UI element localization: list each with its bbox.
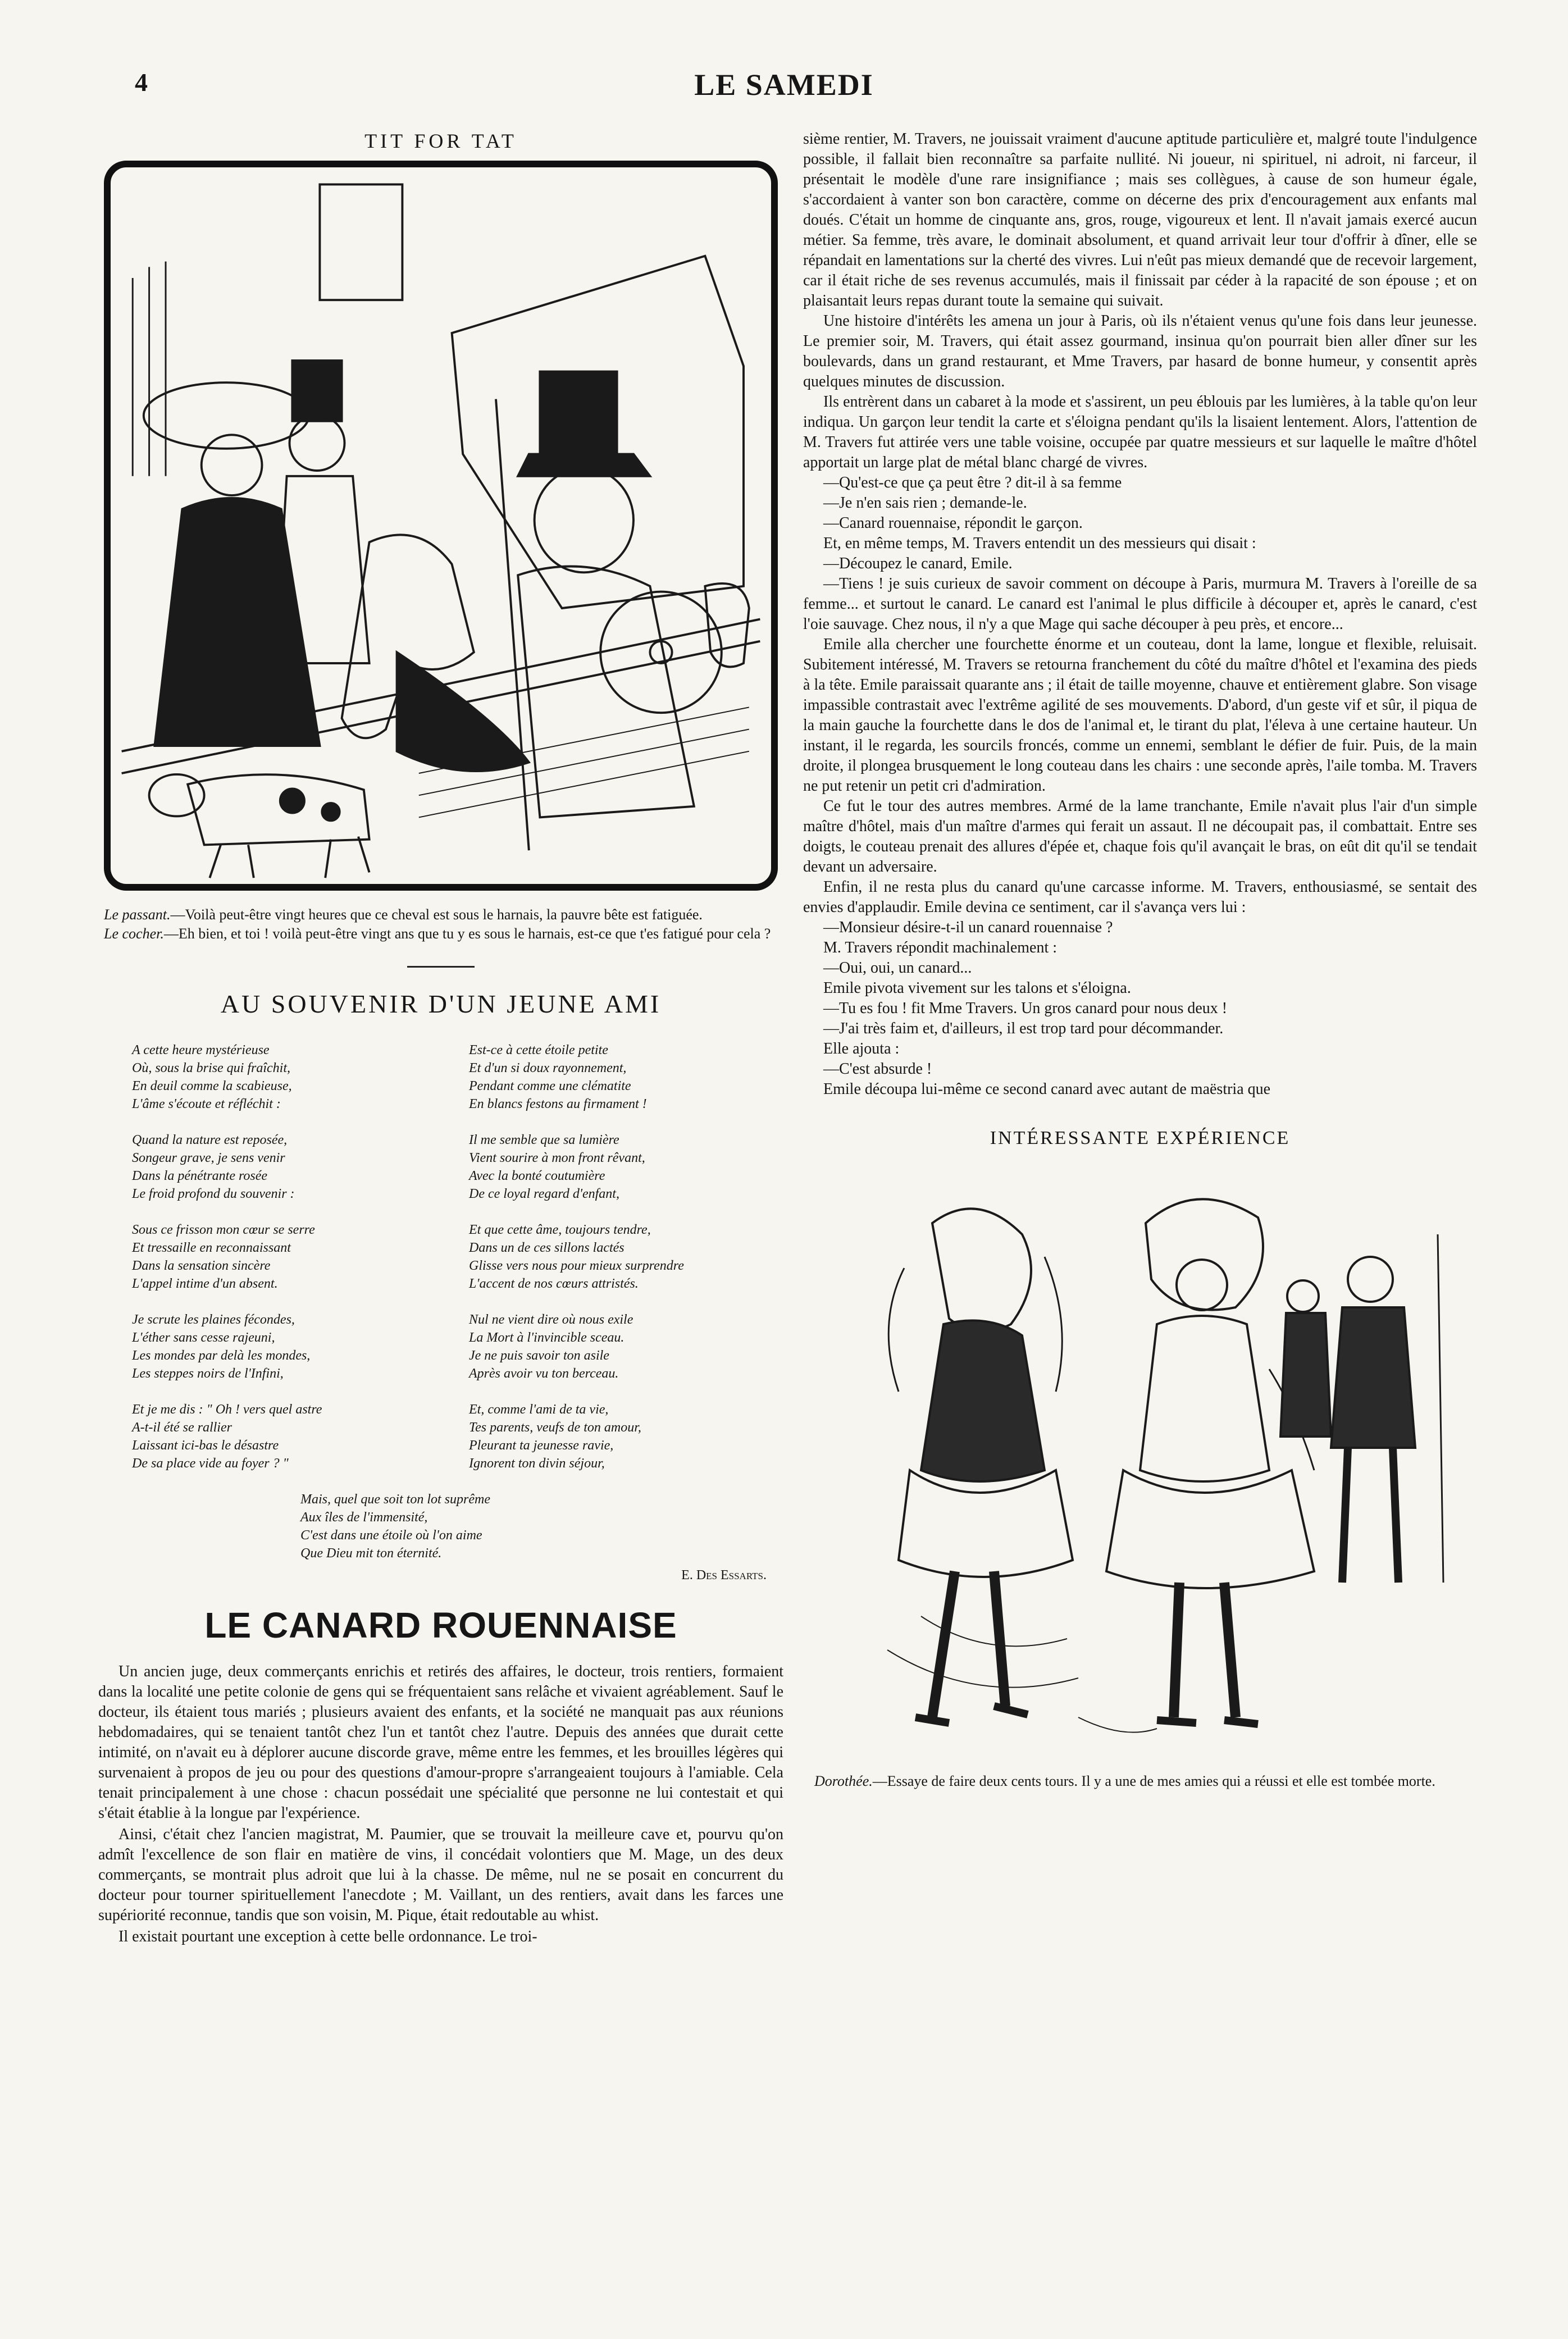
illustration-caption-2 [814, 1772, 1471, 1790]
poem-stanza [469, 1041, 761, 1113]
poem-line: Et, comme l'ami de ta vie, [469, 1402, 609, 1417]
poem-line: Et que cette âme, toujours tendre, [469, 1223, 651, 1237]
window-shape [320, 184, 402, 300]
illustration-cab-horse [104, 161, 778, 891]
poem-line: Laissant ici-bas le désastre [132, 1438, 279, 1453]
poem-line: Je scrute les plaines fécondes, [132, 1312, 295, 1327]
cab-horse-drawing [111, 167, 771, 884]
story-title: LE CANARD ROUENNAISE [204, 1605, 677, 1645]
poem-final-stanza [300, 1490, 783, 1562]
spinning-girl-drawing [809, 1156, 1471, 1768]
top-hat-shape [292, 361, 341, 421]
poem-line: Les steppes noirs de l'Infini, [132, 1366, 284, 1381]
story-paragraph: sième rentier, M. Travers, ne jouissait vraiment d'aucune aptitude particulière et, malgré toute l'indulgence possible, il fallait bien reconnaître sa parfaite nullité. Ni joueur, ni spirituel, ni adroit, ni farceur, il présentait le modèle d'une rare insignifiance ; mais ses collègues, à cause de son humeur égale, s'accordaient à vanter son bon caractère, comme on décerne des prix d'encouragement aux enfants mal doués. C'était un homme de cinquante ans, gros, rouge, vigoureux et lent. Il n'avait jamais exercé aucun métier. Sa femme, très avare, le dominait absolument, et quand arrivait leur tour d'offrir à dîner, elle se répandait en lamentations sur la cherté des vivres. Lui n'eût pas mieux demandé que de recevoir largement, car il était riche de ses revenus accumulés, mais il finissait par céder à la rapacité de son épouse ; et on plaisantait leurs repas durant toute la semaine qui suivait. [803, 130, 1477, 309]
poem-line: Après avoir vu ton berceau. [469, 1366, 619, 1381]
poem-line: Et d'un si doux rayonnement, [469, 1061, 627, 1075]
poem-stanza [469, 1311, 761, 1383]
dialogue-line: —Monsieur désire-t-il un canard rouennaise ? [823, 919, 1113, 936]
poem-line: L'âme s'écoute et réfléchit : [132, 1097, 281, 1111]
poem-line: Que Dieu mit ton éternité. [300, 1546, 442, 1561]
poem-line: Dans la sensation sincère [132, 1259, 271, 1273]
poem-line: Est-ce à cette étoile petite [469, 1043, 608, 1057]
feathered-hat-shape [144, 382, 309, 449]
dialogue-line: —C'est absurde ! [823, 1060, 932, 1078]
poem-stanza [469, 1401, 761, 1472]
poem-line: L'éther sans cesse rajeuni, [132, 1330, 275, 1345]
dialogue-line: Emile découpa lui-même ce second canard avec autant de maëstria que [823, 1080, 1271, 1098]
dialogue-line: Elle ajouta : [823, 1040, 900, 1057]
caption-speaker: Le cocher. [104, 925, 164, 942]
dialogue-line: Et, en même temps, M. Travers entendit un des messieurs qui disait : [823, 535, 1256, 552]
poem-line: Songeur grave, je sens venir [132, 1151, 285, 1165]
poem-body [98, 1041, 783, 1490]
dialogue-line: —Tiens ! je suis curieux de savoir comment on découpe à Paris, murmura M. Travers à l'oreille de sa femme... et surtout le canard. Le canard est l'animal le plus difficile à découper et, après le canard, c'est l'oie sauvage. Chez nous, il n'y a que Mage qui sache découper à peu près, et encore... [803, 575, 1477, 633]
caption-text: —Voilà peut-être vingt heures que ce cheval est sous le harnais, la pauvre bête est fatiguée. [170, 906, 703, 923]
poem-line: Dans un de ces sillons lactés [469, 1241, 625, 1255]
poem-line: Et je me dis : " Oh ! vers quel astre [132, 1402, 322, 1417]
poem-line: Le froid profond du souvenir : [132, 1187, 295, 1201]
story-paragraph: Ce fut le tour des autres membres. Armé de la lame tranchante, Emile n'avait plus l'air d'un simple maître d'hôtel, mais d'un maître d'armes qui ferait un assaut. Il ne découpait pas, il combattait. Entre ses doigts, le couteau prenait des allures d'épée et, chaque fois qu'il avançait le bras, on eût dit qu'il se tendait devant un adversaire. [803, 797, 1477, 876]
poem-line: De ce loyal regard d'enfant, [469, 1187, 619, 1201]
dialogue-line: Emile pivota vivement sur les talons et s'éloigna. [823, 979, 1131, 997]
poem-line: Dans la pénétrante rosée [132, 1169, 268, 1183]
poem-line: Mais, quel que soit ton lot suprême [300, 1492, 490, 1507]
dialogue-line: —Tu es fou ! fit Mme Travers. Un gros canard pour nous deux ! [823, 1000, 1228, 1017]
bonnet-shape [932, 1209, 1031, 1332]
poem-line: Et tressaille en reconnaissant [132, 1241, 291, 1255]
poem-line: Quand la nature est reposée, [132, 1133, 288, 1147]
poem-line: En deuil comme la scabieuse, [132, 1079, 292, 1093]
poem-line: Pleurant ta jeunesse ravie, [469, 1438, 614, 1453]
dialogue-line: —J'ai très faim et, d'ailleurs, il est trop tard pour décommander. [823, 1020, 1224, 1037]
poem-line: La Mort à l'invincible sceau. [469, 1330, 625, 1345]
poem-line: Avec la bonté coutumière [469, 1169, 605, 1183]
poem-line: Je ne puis savoir ton asile [469, 1348, 609, 1363]
caption-text: —Eh bien, et toi ! voilà peut-être vingt ans que tu y es sous le harnais, est-ce que t'es fatigué pour cela ? [163, 925, 771, 942]
caption-speaker: Le passant. [104, 906, 171, 923]
poem-line: A cette heure mystérieuse [132, 1043, 270, 1057]
dialogue-line: —Canard rouennaise, répondit le garçon. [823, 514, 1083, 532]
poem-column-right [469, 1041, 761, 1490]
large-bonnet-shape [1146, 1199, 1263, 1310]
illustration-title-tit-for-tat: TIT FOR TAT [364, 130, 517, 152]
story-paragraph: Enfin, il ne resta plus du canard qu'une carcasse informe. M. Travers, enthousiasmé, se sentait des envies d'applaudir. Emile devina ce sentiment, car il s'avança vers lui : [803, 878, 1477, 916]
poem-stanza [469, 1221, 761, 1293]
poem-line: En blancs festons au firmament ! [469, 1097, 647, 1111]
poem-line: Ignorent ton divin séjour, [469, 1456, 605, 1471]
poem-line: L'appel intime d'un absent. [132, 1276, 278, 1291]
poem-line: Nul ne vient dire où nous exile [469, 1312, 633, 1327]
page-number: 4 [135, 68, 148, 97]
poem-stanza [132, 1041, 424, 1113]
poem-line: Où, sous la brise qui fraîchit, [132, 1061, 291, 1075]
poem-line: Pendant comme une clématite [469, 1079, 631, 1093]
story-paragraph: Emile alla chercher une fourchette énorme et un couteau, dont la lame, longue et flexible, reluisait. Subitement intéressé, M. Travers se retourna franchement du côté du maître d'hôtel et l'examina des pieds à la tête. Emile paraissait quarante ans ; il était de taille moyenne, chauve et entièrement glabre. Son visage impassible contrastait avec l'extrême agilité de ses mouvements. D'abord, d'un geste vif et sûr, il piqua de la main gauche la fourchette dans le dos de l'animal et, le tirant du plat, l'éleva à une certaine hauteur. Un instant, il le regarda, les sourcils froncés, comme un ennemi, semblant le défier de fuir. Puis, de la main droite, il plongea brusquement le long couteau dans les chairs : une seconde après, l'aile tomba. M. Travers ne put retenir un petit cri d'admiration. [803, 636, 1477, 795]
illustration-title-experience: INTÉRESSANTE EXPÉRIENCE [990, 1128, 1291, 1148]
illustration-caption-1 [104, 905, 778, 943]
left-column [98, 129, 783, 1948]
poem-line: Vient sourire à mon front rêvant, [469, 1151, 645, 1165]
poem-line: Les mondes par delà les mondes, [132, 1348, 311, 1363]
poem-line: Glisse vers nous pour mieux surprendre [469, 1259, 684, 1273]
story-paragraph: Il existait pourtant une exception à cette belle ordonnance. Le troi- [118, 1928, 537, 1945]
dialogue-line: —Je n'en sais rien ; demande-le. [823, 494, 1027, 512]
poem-line: Sous ce frisson mon cœur se serre [132, 1223, 315, 1237]
driver-top-hat-shape [540, 372, 617, 454]
masthead: LE SAMEDI [694, 68, 874, 102]
caption-line-cocher [104, 924, 778, 943]
poem-line: Tes parents, veufs de ton amour, [469, 1420, 641, 1435]
poem-stanza [132, 1401, 424, 1472]
poem-stanza [132, 1131, 424, 1203]
poem-line: L'accent de nos cœurs attristés. [469, 1276, 639, 1291]
story-paragraph: Ils entrèrent dans un cabaret à la mode et s'assirent, un peu éblouis par les lumières, à la table qu'on leur indiqua. Un garçon leur tendit la carte et s'éloigna pendant qu'ils la lisaient lentement. Alors, l'attention de M. Travers fut attirée vers une table voisine, occupée par quatre messieurs et sur laquelle le maître d'hôtel apportait un large plat de métal blanc chargé de vivres. [803, 393, 1477, 471]
dialogue-line: —Oui, oui, un canard... [823, 959, 972, 977]
poem-stanza [132, 1221, 424, 1293]
poem-line: De sa place vide au foyer ? " [132, 1456, 289, 1471]
right-column [803, 129, 1477, 1790]
poem-signature: E. Des Essarts. [681, 1568, 767, 1583]
poem-line: A-t-il été se rallier [132, 1420, 232, 1435]
dialogue-line: —Découpez le canard, Emile. [823, 555, 1013, 572]
caption-line-passant [104, 905, 778, 924]
story-paragraph: Une histoire d'intérêts les amena un jour à Paris, où ils n'étaient venus qu'une fois dans leur jeunesse. Le premier soir, M. Travers, qui était assez gourmand, insinua qu'on pourrait bien aller dîner sur les boulevards, dans un grand restaurant, et Mme Travers, par hasard de bonne humeur, y consentit après quelques minutes de discussion. [803, 312, 1477, 390]
story-body-left [98, 1662, 783, 1947]
dialogue-line: —Qu'est-ce que ça peut être ? dit-il à sa femme [823, 474, 1122, 491]
poem-stanza [469, 1131, 761, 1203]
poem-line: Aux îles de l'immensité, [300, 1510, 428, 1525]
poem-column-left [132, 1041, 424, 1490]
story-paragraph: Un ancien juge, deux commerçants enrichis et retirés des affaires, le docteur, trois rentiers, formaient dans la localité une petite colonie de gens qui se fréquentaient sans relâche et vivaient agréablement. Sauf le docteur, ils étaient tous mariés ; plusieurs avaient des enfants, et la société ne manquait pas aux réunions hebdomadaires, qui se tenaient tantôt chez l'un et tantôt chez l'autre. Depuis des années que durait cette intimité, on n'avait eu à déplorer aucune discorde grave, même entre les femmes, et les brouilles légères qui survenaient à propos de jeu ou pour des questions d'amour-propre s'arrangeaient toujours à l'amiable. Cela tenait principalement à une chose : chacun possédait une spécialité que personne ne lui contestait et qui s'était établie à la longue par l'expérience. [98, 1663, 783, 1822]
illustration-spinning-girl [809, 1156, 1471, 1768]
poem-line: C'est dans une étoile où l'on aime [300, 1528, 482, 1543]
section-divider [407, 966, 475, 968]
poem-line: Il me semble que sa lumière [469, 1133, 619, 1147]
caption-text: —Essaye de faire deux cents tours. Il y a une de mes amies qui a réussi et elle est tombée morte. [872, 1773, 1435, 1789]
story-paragraph: Ainsi, c'était chez l'ancien magistrat, M. Paumier, que se trouvait la meilleure cave et, pourvu qu'on admît l'excellence de son flair en matière de vins, il concédait volontiers que M. Mage, un des deux commerçants, se montrait plus adroit que lui à la chasse. De même, nul ne se posait en concurrent du docteur pour tourner spirituellement l'anecdote ; M. Vaillant, un des rentiers, avait dans les farces une supériorité reconnue, tandis que son voisin, M. Pique, était redoutable au whist. [98, 1826, 783, 1924]
poem-title: AU SOUVENIR D'UN JEUNE AMI [220, 990, 662, 1018]
dialogue-line: M. Travers répondit machinalement : [823, 939, 1058, 956]
poem-stanza [132, 1311, 424, 1383]
caption-speaker: Dorothée. [814, 1773, 873, 1789]
